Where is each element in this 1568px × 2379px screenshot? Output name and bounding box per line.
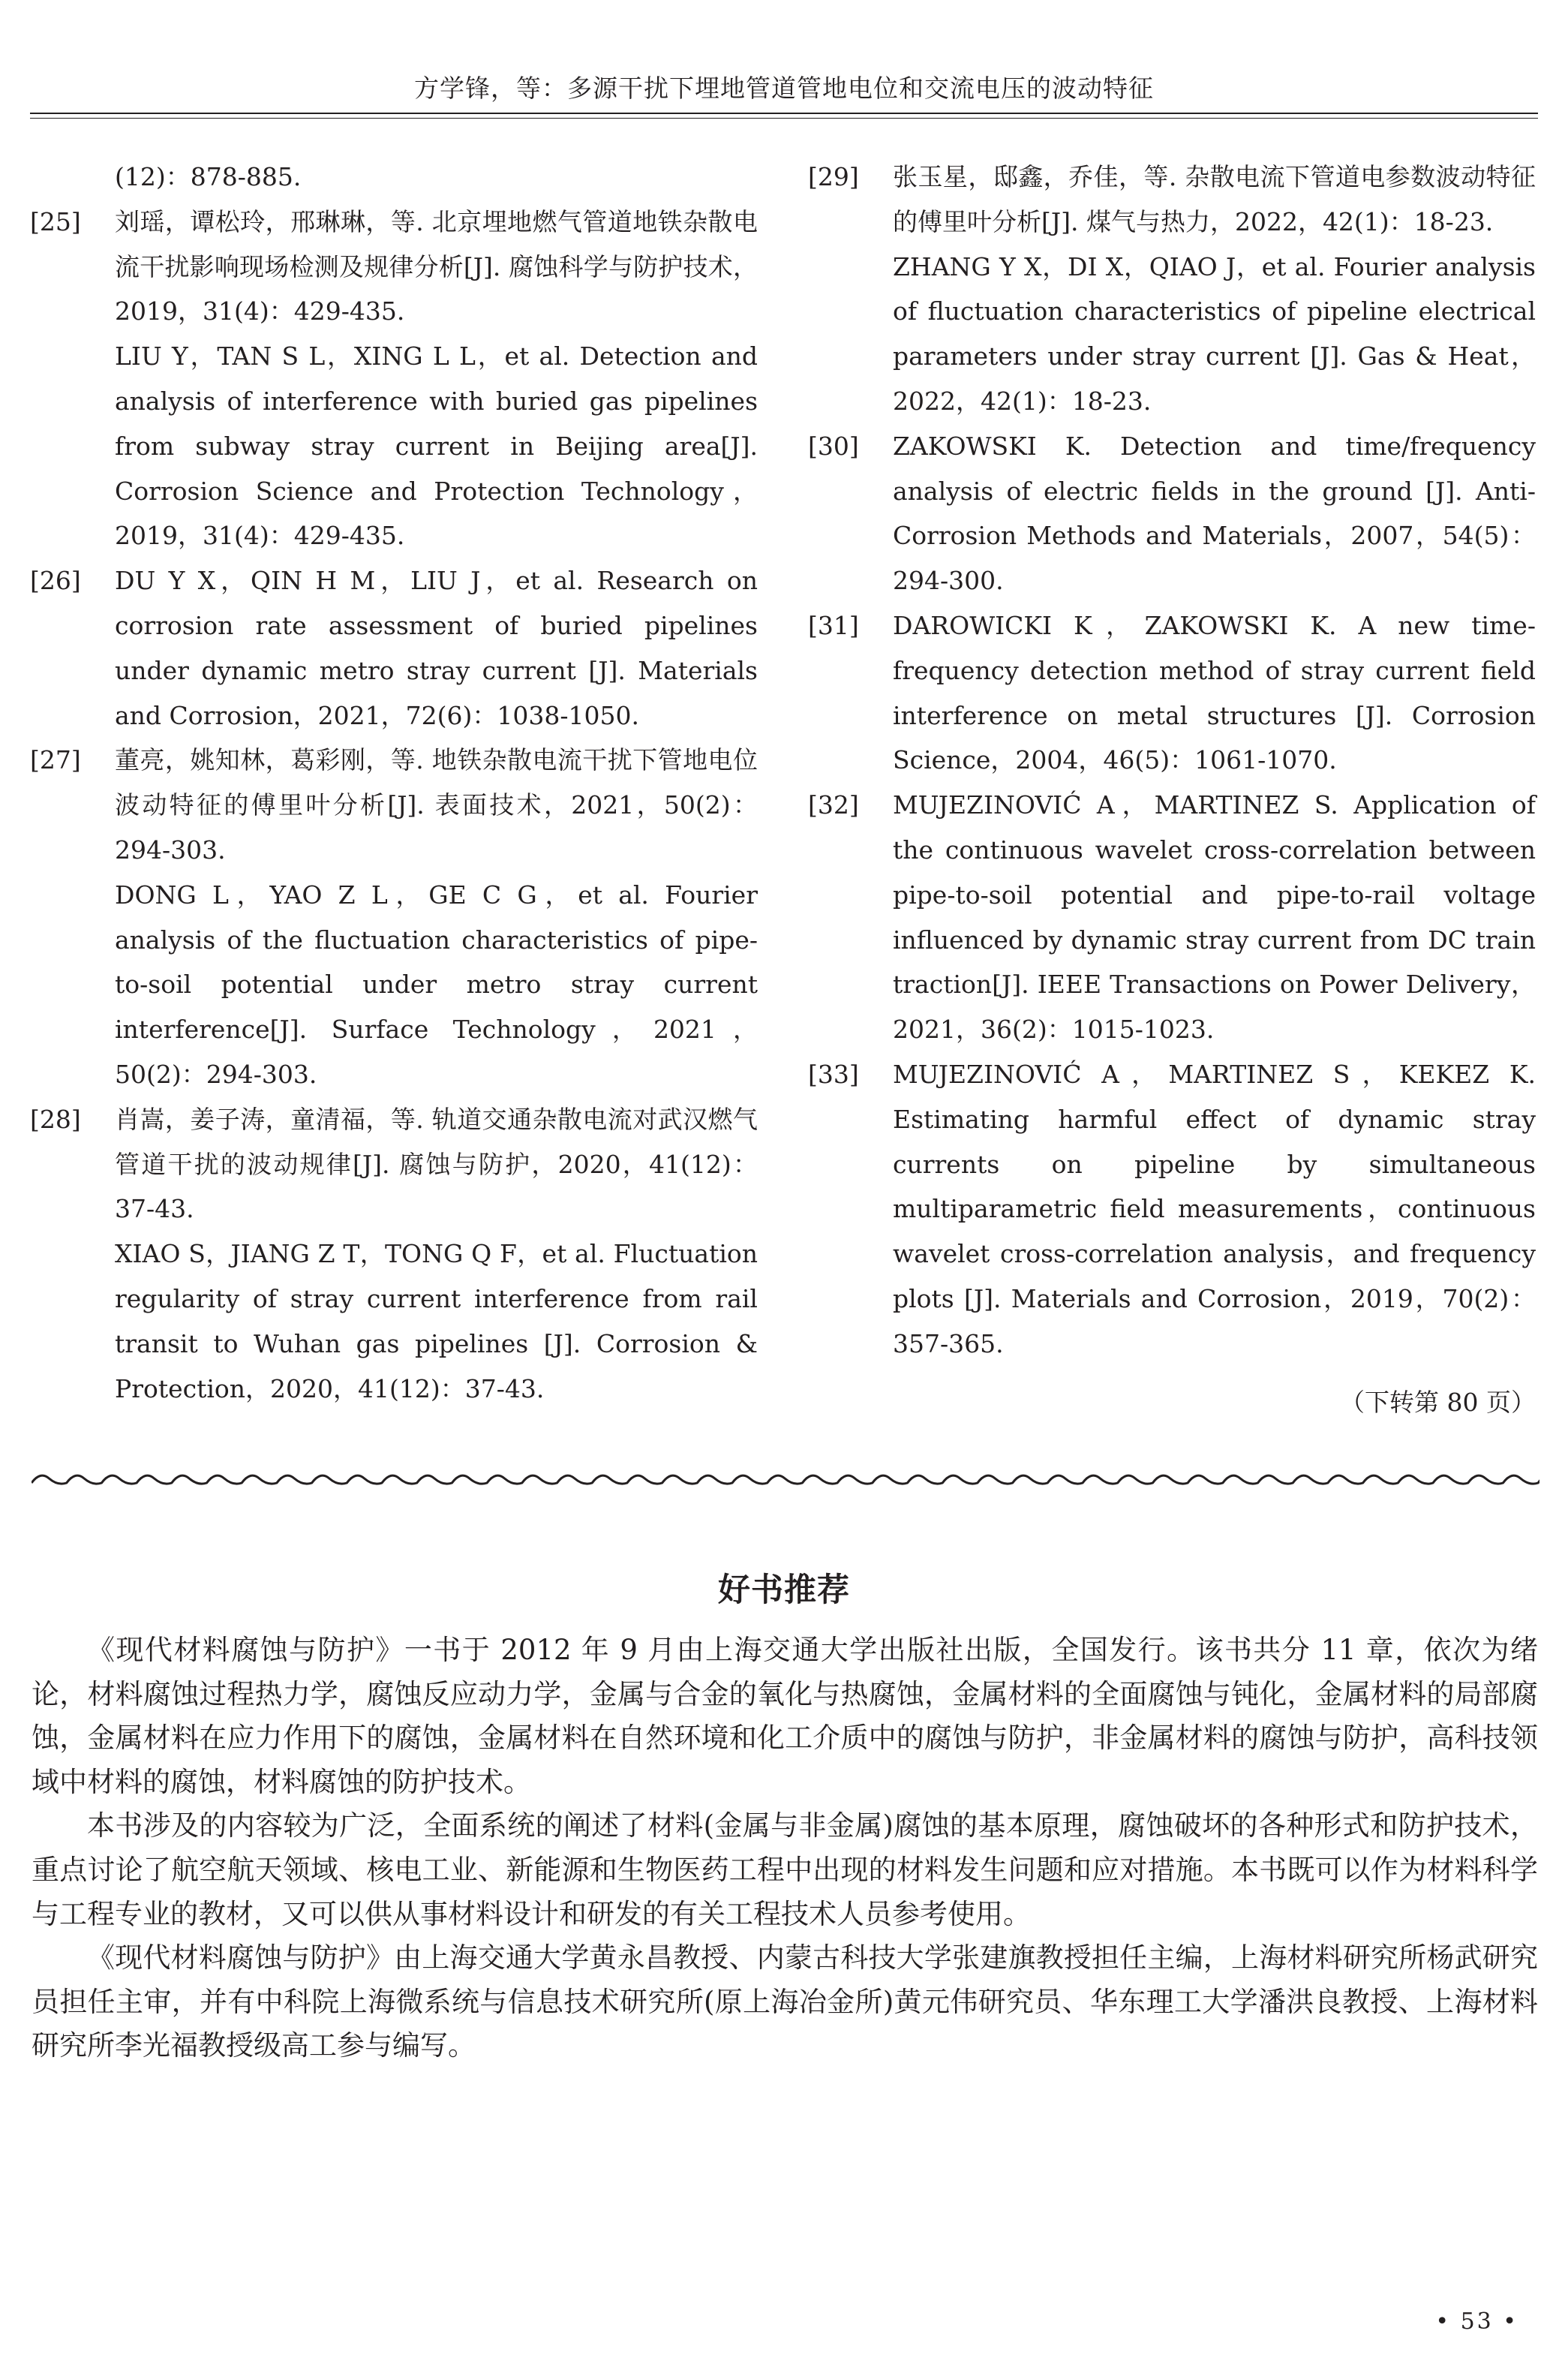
- reference-citation: 张玉星，邸鑫，乔佳，等. 杂散电流下管道电参数波动特征的傅里叶分析[J]. 煤气与热力，2022，42(1)：18-23.: [893, 162, 1536, 236]
- book-paragraph: 《现代材料腐蚀与防护》由上海交通大学黄永昌教授、内蒙古科技大学张建旗教授担任主编，上海材料研究所杨武研究员担任主审，并有中科院上海微系统与信息技术研究所(原上海冶金所)黄元伟研究员、华东理工大学潘洪良教授、上海材料研究所李光福教授级高工参与编写。: [32, 1941, 1538, 2062]
- reference-number: [30]: [808, 431, 859, 461]
- wave-divider: [32, 1469, 1539, 1489]
- reference-continuation: (12)：878-885.: [115, 162, 302, 191]
- reference-citation: MUJEZINOVIĆ A，MARTINEZ S. Application of the continuous wavelet cross-correlation between pipe-to-soil potential and pipe-to-rail voltage influenced by dynamic stray current from DC train traction[J]. IEEE Transactions on Power Delivery，2021，36(2)：1015-1023.: [893, 790, 1536, 1045]
- reference-entry: [808, 155, 1536, 424]
- running-head: 方学锋，等：多源干扰下埋地管道管地电位和交流电压的波动特征: [414, 74, 1154, 103]
- reference-citation-english: ZHANG Y X，DI X，QIAO J，et al. Fourier analysis of fluctuation characteristics of pipeline electrical parameters under stray current [J]. Gas & Heat，2022，42(1)：18-23.: [893, 251, 1536, 416]
- book-recommendation-body: [32, 1629, 1538, 2068]
- reference-entry: [808, 603, 1536, 783]
- page-number: • 53 •: [1435, 2308, 1518, 2335]
- reference-citation: DAROWICKI K，ZAKOWSKI K. A new time-frequency detection method of stray current field interference on metal structures [J]. Corrosion Science，2004，46(5)：1061-1070.: [893, 610, 1536, 775]
- reference-text: [115, 200, 758, 558]
- reference-citation: 董亮，姚知林，葛彩刚，等. 地铁杂散电流干扰下管地电位波动特征的傅里叶分析[J]. 表面技术，2021，50(2)：294-303.: [115, 745, 758, 865]
- reference-entry: [30, 200, 758, 558]
- reference-entry: [30, 558, 758, 738]
- reference-citation: 刘瑶，谭松玲，邢琳琳，等. 北京埋地燃气管道地铁杂散电流干扰影响现场检测及规律分析[J]. 腐蚀科学与防护技术，2019，31(4)：429-435.: [115, 206, 758, 326]
- continued-note: （下转第 80 页）: [1340, 1387, 1536, 1417]
- reference-number: [33]: [808, 1059, 859, 1089]
- reference-text: [893, 1052, 1536, 1367]
- book-paragraph: 《现代材料腐蚀与防护》一书于 2012 年 9 月由上海交通大学出版社出版，全国发行。该书共分 11 章，依次为绪论，材料腐蚀过程热力学，腐蚀反应动力学，金属与合金的氧化与热腐蚀，金属材料的全面腐蚀与钝化，金属材料的局部腐蚀，金属材料在应力作用下的腐蚀，金属材料在自然环境和化工介质中的腐蚀与防护，非金属材料的腐蚀与防护，高科技领域中材料的腐蚀，材料腐蚀的防护技术。: [32, 1634, 1538, 1798]
- reference-number: [26]: [30, 566, 81, 596]
- reference-citation: DU Y X，QIN H M，LIU J，et al. Research on corrosion rate assessment of buried pipelines under dynamic metro stray current [J]. Materials and Corrosion，2021，72(6)：1038-1050.: [115, 566, 758, 730]
- reference-citation: MUJEZINOVIĆ A，MARTINEZ S，KEKEZ K. Estimating harmful effect of dynamic stray currents on pipeline by simultaneous multiparametric field measurements，continuous wavelet cross-correlation analysis，and frequency plots [J]. Materials and Corrosion，2019，70(2)：357-365.: [893, 1059, 1536, 1358]
- reference-entry: [808, 783, 1536, 1052]
- reference-number: [31]: [808, 610, 859, 640]
- left-reference-column: [30, 155, 758, 1411]
- reference-text: [893, 155, 1536, 424]
- reference-text: [115, 738, 758, 1096]
- reference-citation: ZAKOWSKI K. Detection and time/frequency analysis of electric fields in the ground [J]. Anti-Corrosion Methods and Materials，2007，54(5)：294-300.: [893, 431, 1536, 596]
- reference-number: [28]: [30, 1104, 81, 1134]
- reference-text: [893, 424, 1536, 603]
- reference-number: [29]: [808, 162, 859, 191]
- reference-text: [115, 1097, 758, 1412]
- reference-citation: 肖嵩，姜子涛，童清福，等. 轨道交通杂散电流对武汉燃气管道干扰的波动规律[J]. 腐蚀与防护，2020，41(12)：37-43.: [115, 1104, 758, 1224]
- book-paragraph: 本书涉及的内容较为广泛，全面系统的阐述了材料(金属与非金属)腐蚀的基本原理，腐蚀破坏的各种形式和防护技术，重点讨论了航空航天领域、核电工业、新能源和生物医药工程中出现的材料发生问题和应对措施。本书既可以作为材料科学与工程专业的教材，又可以供从事材料设计和研发的有关工程技术人员参考使用。: [32, 1809, 1538, 1930]
- reference-number: [25]: [30, 206, 81, 236]
- reference-entry: [30, 738, 758, 1096]
- book-recommendation-title: 好书推荐: [718, 1571, 850, 1609]
- right-reference-column: [808, 155, 1536, 1424]
- header-rule-thin: [30, 118, 1538, 119]
- reference-entry: [30, 1097, 758, 1412]
- reference-list-right: [808, 155, 1536, 1367]
- reference-citation-english: XIAO S，JIANG Z T，TONG Q F，et al. Fluctuation regularity of stray current interference from rail transit to Wuhan gas pipelines [J]. Corrosion & Protection，2020，41(12)：37-43.: [115, 1239, 758, 1403]
- reference-number: [27]: [30, 745, 81, 775]
- reference-list-left: [30, 200, 758, 1412]
- reference-number: [32]: [808, 790, 859, 820]
- reference-entry: [808, 424, 1536, 603]
- reference-citation-english: LIU Y，TAN S L，XING L L，et al. Detection and analysis of interference with buried gas pipelines from subway stray current in Beijing area[J]. Corrosion Science and Protection Technology，2019，31(4)：429-435.: [115, 341, 758, 551]
- reference-citation-english: DONG L，YAO Z L，GE C G，et al. Fourier analysis of the fluctuation characteristics of pipe-to-soil potential under metro stray current interference[J]. Surface Technology，2021，50(2)：294-303.: [115, 880, 758, 1089]
- reference-entry: [808, 1052, 1536, 1367]
- reference-text: [893, 603, 1536, 783]
- reference-text: [893, 783, 1536, 1052]
- header-rule: [30, 113, 1538, 114]
- reference-text: [115, 558, 758, 738]
